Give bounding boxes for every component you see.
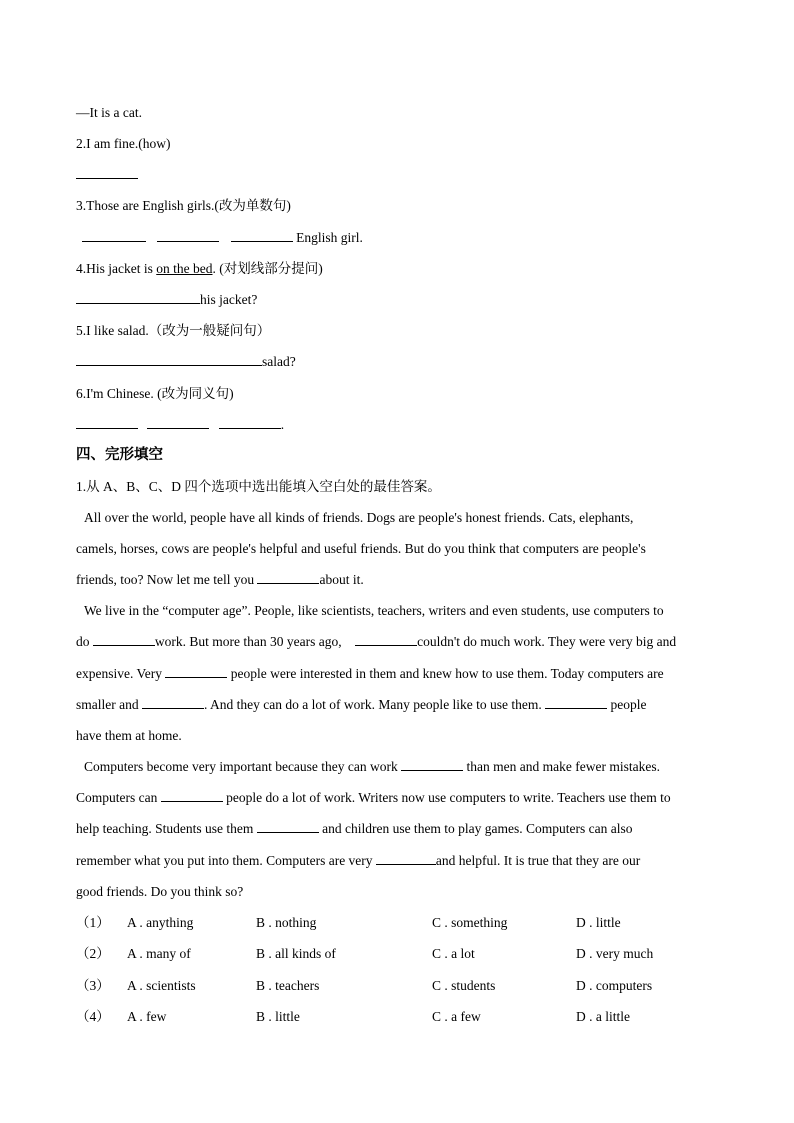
option-b[interactable]: B . all kinds of xyxy=(256,946,336,961)
q3-tail: English girl. xyxy=(296,230,363,245)
option-number: （1） xyxy=(76,915,110,930)
blank-10[interactable] xyxy=(376,852,436,865)
passage-line: remember what you put into them. Computers are very and helpful. It is true that they are our xyxy=(76,853,641,868)
q6-blank-3[interactable] xyxy=(219,416,281,429)
option-c[interactable]: C . a few xyxy=(432,1009,481,1024)
q3-blank-2[interactable] xyxy=(157,229,219,242)
passage-line: help teaching. Students use them and children use them to play games. Computers can also xyxy=(76,821,633,836)
q5-answer-line xyxy=(76,353,296,371)
blank-2[interactable] xyxy=(93,633,155,646)
q4-post: . (对划线部分提问) xyxy=(212,261,323,276)
option-d[interactable]: D . little xyxy=(576,915,621,930)
option-b[interactable]: B . teachers xyxy=(256,978,320,993)
option-a[interactable]: A . many of xyxy=(127,946,191,961)
passage-line: camels, horses, cows are people's helpful and useful friends. But do you think that computers are people's xyxy=(76,541,646,556)
blank-4[interactable] xyxy=(165,665,227,678)
q6-blank-2[interactable] xyxy=(147,416,209,429)
q4-blank[interactable] xyxy=(76,291,200,304)
q3-blank-1[interactable] xyxy=(82,229,146,242)
section-title: 四、完形填空 xyxy=(76,447,163,463)
q5-tail: salad? xyxy=(262,354,296,369)
option-a[interactable]: A . anything xyxy=(127,915,194,930)
q6-blank-1[interactable] xyxy=(76,416,138,429)
option-c[interactable]: C . something xyxy=(432,915,508,930)
option-c[interactable]: C . a lot xyxy=(432,946,475,961)
q5-blank[interactable] xyxy=(76,353,262,366)
q4-pre: 4.His jacket is xyxy=(76,261,157,276)
q6-answer-line xyxy=(76,416,284,434)
option-d[interactable]: D . very much xyxy=(576,946,654,961)
passage-line: We live in the “computer age”. People, like scientists, teachers, writers and even students, use computers to xyxy=(84,603,664,618)
passage-line: Computers can people do a lot of work. Writers now use computers to write. Teachers use them to xyxy=(76,790,671,805)
q3-answer-line xyxy=(76,229,363,247)
option-a[interactable]: A . scientists xyxy=(127,978,196,993)
passage-line: have them at home. xyxy=(76,728,182,743)
option-d[interactable]: D . computers xyxy=(576,978,653,993)
q2-prompt: 2.I am fine.(how) xyxy=(76,136,171,151)
passage-line: expensive. Very people were interested in them and knew how to use them. Today computers are xyxy=(76,666,664,681)
blank-7[interactable] xyxy=(401,758,463,771)
blank-8[interactable] xyxy=(161,789,223,802)
passage-line: good friends. Do you think so? xyxy=(76,884,244,899)
blank-5[interactable] xyxy=(142,696,204,709)
option-number: （3） xyxy=(76,978,110,993)
option-d[interactable]: D . a little xyxy=(576,1009,630,1024)
passage-line: smaller and . And they can do a lot of work. Many people like to use them. people xyxy=(76,697,647,712)
q4-answer-line xyxy=(76,291,257,309)
option-b[interactable]: B . nothing xyxy=(256,915,317,930)
q5-prompt: 5.I like salad.（改为一般疑问句） xyxy=(76,323,271,338)
passage-line: All over the world, people have all kinds of friends. Dogs are people's honest friends. Cats, elephants, xyxy=(84,510,634,525)
q3-prompt: 3.Those are English girls.(改为单数句) xyxy=(76,198,291,213)
option-b[interactable]: B . little xyxy=(256,1009,300,1024)
q4-underlined: on the bed xyxy=(156,261,213,276)
q4-prompt xyxy=(76,260,323,278)
q4-tail: his jacket? xyxy=(200,292,258,307)
option-number: （2） xyxy=(76,946,110,961)
blank-1[interactable] xyxy=(257,571,319,584)
option-c[interactable]: C . students xyxy=(432,978,496,993)
q3-blank-3[interactable] xyxy=(231,229,293,242)
passage-line: Computers become very important because they can work than men and make fewer mistakes. xyxy=(84,759,660,774)
q2-answer-line[interactable] xyxy=(76,166,138,184)
q1-answer: —It is a cat. xyxy=(76,105,142,120)
blank-3[interactable] xyxy=(355,633,417,646)
instruction: 1.从 A、B、C、D 四个选项中选出能填入空白处的最佳答案。 xyxy=(76,479,441,494)
option-number: （4） xyxy=(76,1009,110,1024)
passage-line: friends, too? Now let me tell you about it. xyxy=(76,572,364,587)
q6-tail: . xyxy=(280,417,285,432)
passage-line: do work. But more than 30 years ago, couldn't do much work. They were very big and xyxy=(76,634,677,649)
q6-prompt: 6.I'm Chinese. (改为同义句) xyxy=(76,386,234,401)
blank-6[interactable] xyxy=(545,696,607,709)
blank-9[interactable] xyxy=(257,820,319,833)
option-a[interactable]: A . few xyxy=(127,1009,167,1024)
